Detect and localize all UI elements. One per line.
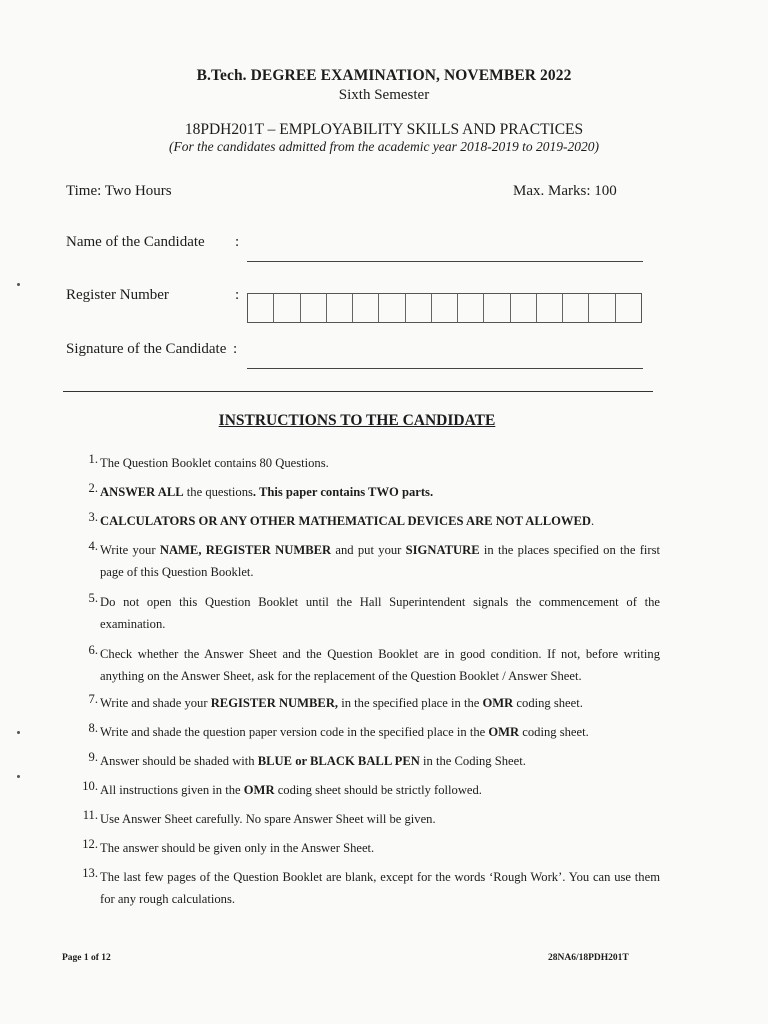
instruction-number: 4. xyxy=(88,539,98,553)
candidate-name-field[interactable] xyxy=(247,261,643,262)
instruction-number: 6. xyxy=(88,643,98,657)
instruction-number: 10. xyxy=(82,779,98,793)
instruction-text: Write and shade the question paper version code in the specified place in the OMR coding sheet. xyxy=(100,725,589,739)
instruction-text: Do not open this Question Booklet until the Hall Superintendent signals the commencement of the examination. xyxy=(100,595,660,631)
scan-speck xyxy=(17,731,20,734)
register-digit-box[interactable] xyxy=(537,294,563,322)
instructions-heading: INSTRUCTIONS TO THE CANDIDATE xyxy=(218,412,496,429)
signature-label: Signature of the Candidate xyxy=(66,341,227,357)
register-digit-box[interactable] xyxy=(274,294,300,322)
instruction-number: 8. xyxy=(88,721,98,735)
instruction-number: 13. xyxy=(82,866,98,880)
instruction-text: CALCULATORS OR ANY OTHER MATHEMATICAL DEVICES ARE NOT ALLOWED. xyxy=(100,514,595,528)
register-colon: : xyxy=(235,287,240,303)
register-digit-box[interactable] xyxy=(353,294,379,322)
register-number-boxes[interactable] xyxy=(247,293,642,323)
instruction-text: Use Answer Sheet carefully. No spare Answer Sheet will be given. xyxy=(100,812,436,826)
page-number: Page 1 of 12 xyxy=(62,953,111,963)
register-digit-box[interactable] xyxy=(301,294,327,322)
instruction-text: Write and shade your REGISTER NUMBER, in the specified place in the OMR coding sheet. xyxy=(100,696,583,710)
register-digit-box[interactable] xyxy=(327,294,353,322)
course-title: 18PDH201T – EMPLOYABILITY SKILLS AND PRACTICES xyxy=(184,121,584,138)
register-digit-box[interactable] xyxy=(248,294,274,322)
instruction-number: 11. xyxy=(82,808,98,822)
instruction-number: 12. xyxy=(82,837,98,851)
instruction-number: 5. xyxy=(88,591,98,605)
instruction-text: Answer should be shaded with BLUE or BLACK BALL PEN in the Coding Sheet. xyxy=(100,754,526,768)
instruction-number: 3. xyxy=(88,510,98,524)
instruction-text: The answer should be given only in the Answer Sheet. xyxy=(100,841,375,855)
instruction-number: 7. xyxy=(88,692,98,706)
register-digit-box[interactable] xyxy=(406,294,432,322)
register-digit-box[interactable] xyxy=(589,294,615,322)
time-label: Time: Two Hours xyxy=(66,183,172,199)
admitted-note: (For the candidates admitted from the academic year 2018-2019 to 2019-2020) xyxy=(169,139,599,154)
signature-colon: : xyxy=(233,341,238,357)
scan-speck xyxy=(17,775,20,778)
register-digit-box[interactable] xyxy=(379,294,405,322)
instruction-number: 9. xyxy=(88,750,98,764)
register-digit-box[interactable] xyxy=(484,294,510,322)
name-colon: : xyxy=(235,234,240,250)
register-number-label: Register Number xyxy=(66,287,169,303)
instruction-text: The Question Booklet contains 80 Questions. xyxy=(100,456,329,470)
signature-field[interactable] xyxy=(247,368,643,369)
instruction-number: 1. xyxy=(88,452,98,466)
instruction-text: Write your NAME, REGISTER NUMBER and put your SIGNATURE in the places specified on the first page of this Question Booklet. xyxy=(100,543,661,579)
max-marks-label: Max. Marks: 100 xyxy=(513,183,617,199)
register-digit-box[interactable] xyxy=(511,294,537,322)
candidate-name-label: Name of the Candidate xyxy=(66,234,205,250)
instruction-text: All instructions given in the OMR coding sheet should be strictly followed. xyxy=(100,783,482,797)
exam-title: B.Tech. DEGREE EXAMINATION, NOVEMBER 2022 xyxy=(196,67,572,84)
paper-code: 28NA6/18PDH201T xyxy=(548,953,629,963)
scan-speck xyxy=(17,283,20,286)
instruction-number: 2. xyxy=(88,481,98,495)
register-digit-box[interactable] xyxy=(432,294,458,322)
register-digit-box[interactable] xyxy=(616,294,641,322)
register-digit-box[interactable] xyxy=(458,294,484,322)
instruction-text: ANSWER ALL the questions. This paper contains TWO parts. xyxy=(100,485,434,499)
instruction-text: Check whether the Answer Sheet and the Question Booklet are in good condition. If not, before writing anything on the Answer Sheet, ask for the replacement of the Question Booklet / Answer Sheet. xyxy=(100,647,660,683)
semester-label: Sixth Semester xyxy=(338,87,430,103)
section-divider xyxy=(63,391,653,392)
register-digit-box[interactable] xyxy=(563,294,589,322)
instruction-text: The last few pages of the Question Booklet are blank, except for the words ‘Rough Work’. You can use them for any rough calculations. xyxy=(100,870,660,906)
